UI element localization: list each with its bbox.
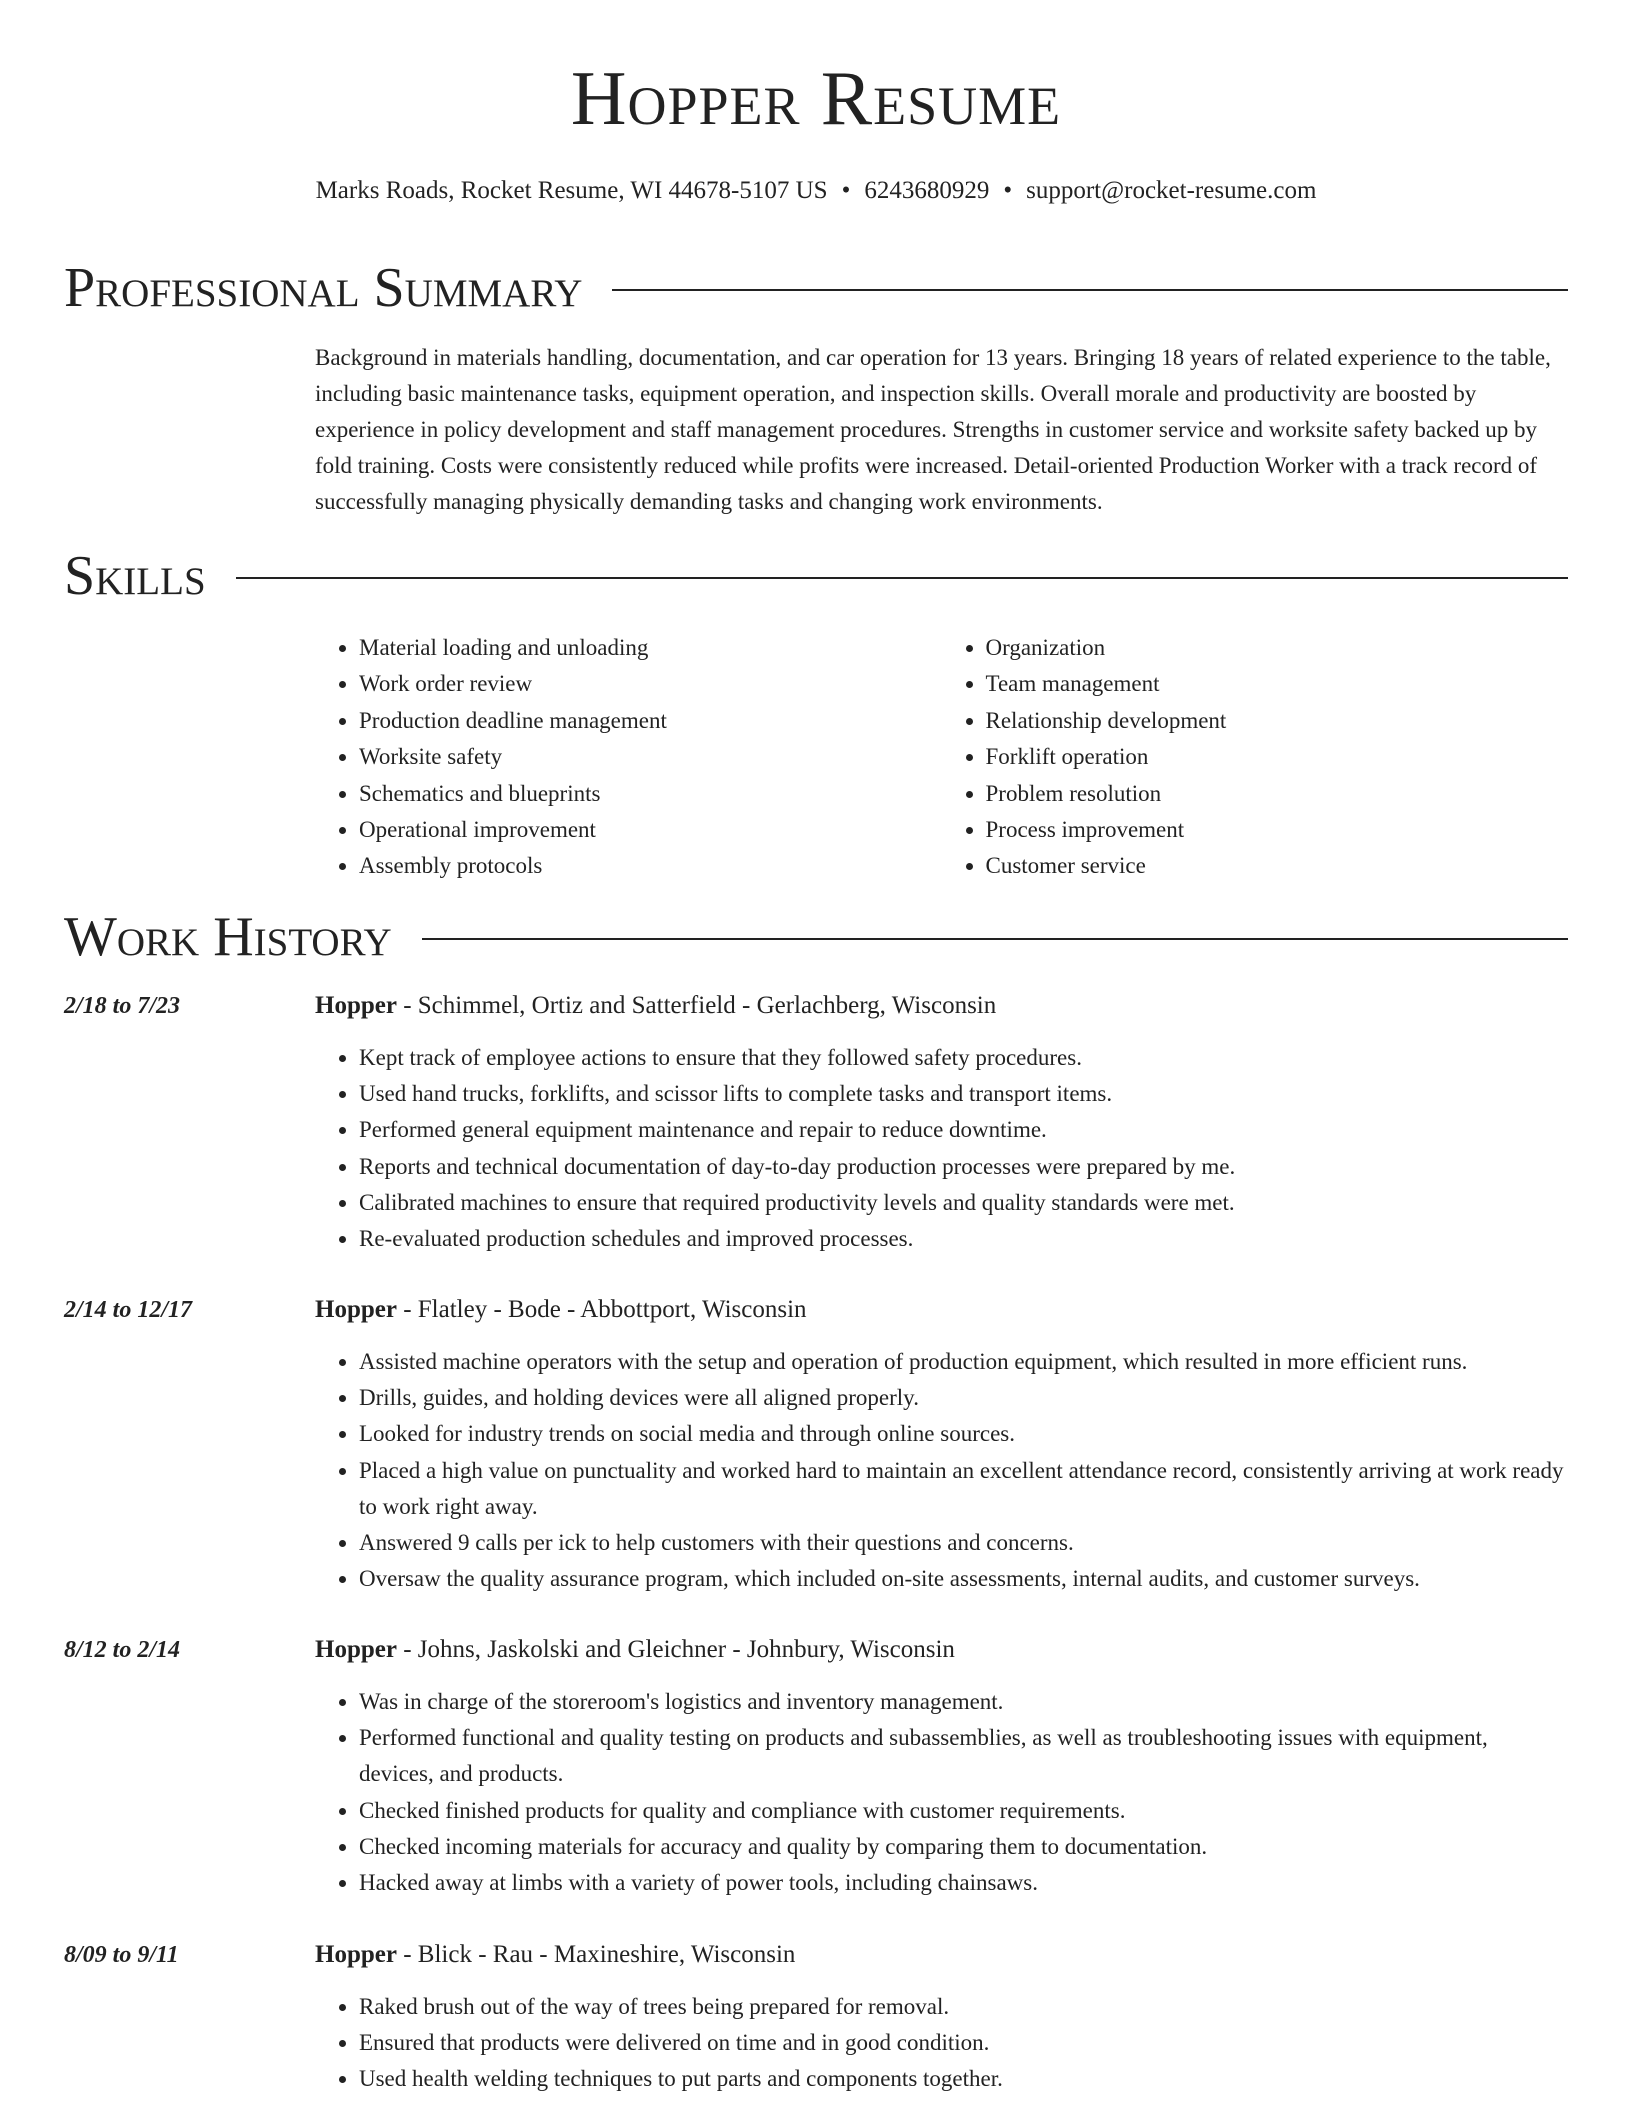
summary-section-header bbox=[64, 257, 1568, 319]
job-dates: 2/14 to 12/17 bbox=[64, 1297, 193, 1323]
skill-item: • Team management bbox=[986, 666, 1569, 702]
job-bullets bbox=[315, 1989, 1568, 2098]
job-bullet: • Reports and technical documentation of day-to-day production processes were prepared by me. bbox=[359, 1149, 1568, 1185]
job-header bbox=[64, 1632, 1568, 1668]
job-bullet: • Performed general equipment maintenance and repair to reduce downtime. bbox=[359, 1112, 1568, 1148]
contact-separator: • bbox=[841, 177, 851, 204]
job-bullet: • Looked for industry trends on social media and through online sources. bbox=[359, 1416, 1568, 1452]
skill-item: • Production deadline management bbox=[359, 703, 942, 739]
job-entry bbox=[64, 988, 1568, 1257]
job-title-line bbox=[315, 1937, 795, 1973]
skill-item: • Customer service bbox=[986, 848, 1569, 884]
job-bullet: • Was in charge of the storeroom's logistics and inventory management. bbox=[359, 1684, 1568, 1720]
skill-item: • Forklift operation bbox=[986, 739, 1569, 775]
contact-address: Marks Roads, Rocket Resume, WI 44678-5107 US bbox=[315, 177, 828, 204]
job-title: Hopper bbox=[315, 992, 397, 1019]
job-bullet: • Answered 9 calls per ick to help customers with their questions and concerns. bbox=[359, 1525, 1568, 1561]
skills-column-left bbox=[315, 630, 942, 885]
skills-section-header bbox=[64, 545, 1568, 607]
contact-line bbox=[0, 176, 1632, 206]
job-dates: 2/18 to 7/23 bbox=[64, 993, 181, 1019]
job-bullet: • Placed a high value on punctuality and worked hard to maintain an excellent attendance record, consistently arriving at work ready to work right away. bbox=[359, 1453, 1568, 1525]
job-bullet: • Drills, guides, and holding devices were all aligned properly. bbox=[359, 1380, 1568, 1416]
job-entry bbox=[64, 1937, 1568, 2098]
job-employer: - Johns, Jaskolski and Gleichner - Johnbury, Wisconsin bbox=[396, 1636, 955, 1663]
job-bullets bbox=[315, 1344, 1568, 1597]
job-title: Hopper bbox=[315, 1941, 397, 1968]
skill-item: • Process improvement bbox=[986, 812, 1569, 848]
job-header bbox=[64, 1292, 1568, 1328]
skill-item: • Relationship development bbox=[986, 703, 1569, 739]
job-bullet: • Hacked away at limbs with a variety of power tools, including chainsaws. bbox=[359, 1865, 1568, 1901]
job-bullet: • Used hand trucks, forklifts, and scissor lifts to complete tasks and transport items. bbox=[359, 1076, 1568, 1112]
job-bullet: • Used health welding techniques to put parts and components together. bbox=[359, 2061, 1568, 2097]
job-bullets bbox=[315, 1684, 1568, 1901]
job-bullet: • Checked incoming materials for accuracy and quality by comparing them to documentation. bbox=[359, 1829, 1568, 1865]
summary-text: Background in materials handling, documentation, and car operation for 13 years. Bringing 18 years of related experience to the table, including basic maintenance tasks, equipment operation, and inspection skills. Overall morale and productivity are boosted by experience in policy development and staff management procedures. Strengths in customer service and worksite safety backed up by fold training. Costs were consistently reduced while profits were increased. Detail-oriented Production Worker with a track record of successfully managing physically demanding tasks and changing work environments. bbox=[315, 345, 1551, 514]
job-bullet: • Kept track of employee actions to ensure that they followed safety procedures. bbox=[359, 1040, 1568, 1076]
skill-item: • Material loading and unloading bbox=[359, 630, 942, 666]
contact-phone: 6243680929 bbox=[864, 177, 990, 204]
job-entry bbox=[64, 1632, 1568, 1901]
skills-column-right bbox=[942, 630, 1569, 885]
job-employer: - Blick - Rau - Maxineshire, Wisconsin bbox=[396, 1941, 796, 1968]
job-title-line bbox=[315, 1292, 807, 1328]
skill-item: • Worksite safety bbox=[359, 739, 942, 775]
job-dates: 8/12 to 2/14 bbox=[64, 1637, 181, 1663]
section-divider bbox=[422, 938, 1568, 940]
skills-heading: Skills bbox=[64, 545, 206, 607]
job-header bbox=[64, 1937, 1568, 1973]
job-title: Hopper bbox=[315, 1296, 397, 1323]
job-employer: - Schimmel, Ortiz and Satterfield - Gerlachberg, Wisconsin bbox=[396, 992, 997, 1019]
job-bullet: • Raked brush out of the way of trees being prepared for removal. bbox=[359, 1989, 1568, 2025]
job-entry bbox=[64, 1292, 1568, 1597]
job-bullet: • Calibrated machines to ensure that required productivity levels and quality standards were met. bbox=[359, 1185, 1568, 1221]
contact-email: support@rocket-resume.com bbox=[1026, 177, 1317, 204]
job-header bbox=[64, 988, 1568, 1024]
skill-item: • Problem resolution bbox=[986, 776, 1569, 812]
work-section-header bbox=[64, 906, 1568, 968]
section-divider bbox=[612, 289, 1568, 291]
job-bullet: • Re-evaluated production schedules and improved processes. bbox=[359, 1221, 1568, 1257]
section-divider bbox=[236, 577, 1568, 579]
job-bullet: • Oversaw the quality assurance program, which included on-site assessments, internal audits, and customer surveys. bbox=[359, 1561, 1568, 1597]
job-title-line bbox=[315, 1632, 955, 1668]
contact-separator: • bbox=[1003, 177, 1013, 204]
job-bullet: • Checked finished products for quality and compliance with customer requirements. bbox=[359, 1793, 1568, 1829]
skill-item: • Work order review bbox=[359, 666, 942, 702]
job-title-line bbox=[315, 988, 996, 1024]
job-bullets bbox=[315, 1040, 1568, 1257]
job-bullet: • Performed functional and quality testing on products and subassemblies, as well as troubleshooting issues with equipment, devices, and products. bbox=[359, 1720, 1568, 1792]
job-employer: - Flatley - Bode - Abbottport, Wisconsin bbox=[396, 1296, 807, 1323]
skills-list bbox=[315, 630, 1568, 885]
skill-item: • Organization bbox=[986, 630, 1569, 666]
summary-heading: Professional Summary bbox=[64, 257, 583, 319]
skill-item: • Assembly protocols bbox=[359, 848, 942, 884]
skill-item: • Schematics and blueprints bbox=[359, 776, 942, 812]
skill-item: • Operational improvement bbox=[359, 812, 942, 848]
job-bullet: • Assisted machine operators with the setup and operation of production equipment, which resulted in more efficient runs. bbox=[359, 1344, 1568, 1380]
work-heading: Work History bbox=[64, 906, 392, 968]
resume-name: Hopper Resume bbox=[570, 55, 1062, 141]
job-dates: 8/09 to 9/11 bbox=[64, 1942, 179, 1968]
job-title: Hopper bbox=[315, 1636, 397, 1663]
job-bullet: • Ensured that products were delivered on time and in good condition. bbox=[359, 2025, 1568, 2061]
